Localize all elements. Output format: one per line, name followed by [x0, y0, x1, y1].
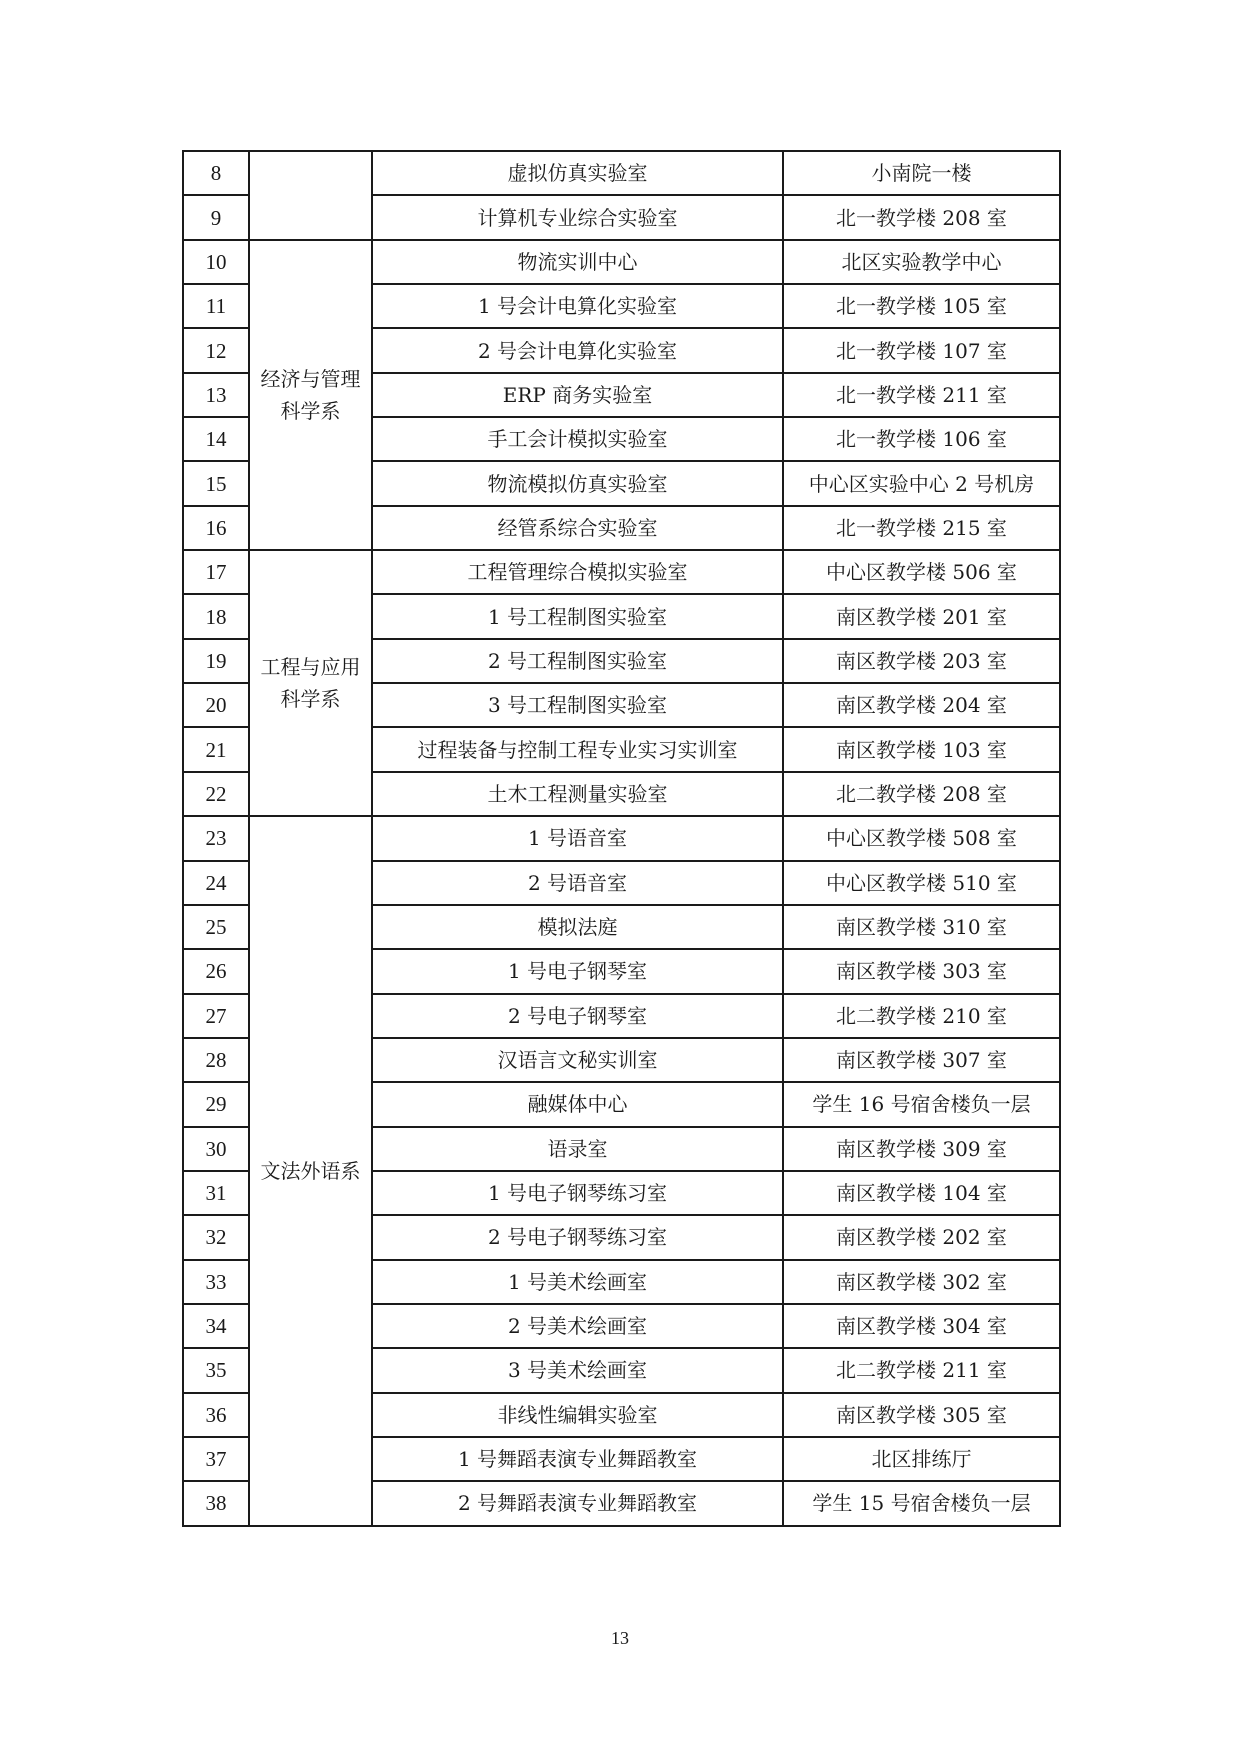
lab-name-cell: 模拟法庭: [372, 905, 783, 949]
location-cell: 南区教学楼 204 室: [783, 683, 1060, 727]
lab-name-cell: 2 号语音室: [372, 861, 783, 905]
row-number-cell: 31: [183, 1171, 249, 1215]
lab-name-cell: 2 号舞蹈表演专业舞蹈教室: [372, 1481, 783, 1525]
table-row: [183, 816, 1060, 860]
row-number-cell: 26: [183, 949, 249, 993]
table-body: [183, 151, 1060, 1526]
row-number-cell: 30: [183, 1127, 249, 1171]
lab-name-cell: 1 号语音室: [372, 816, 783, 860]
location-cell: 北二教学楼 208 室: [783, 772, 1060, 816]
lab-name-cell: 2 号电子钢琴室: [372, 994, 783, 1038]
page-number: 13: [611, 1628, 629, 1648]
row-number-cell: 38: [183, 1481, 249, 1525]
lab-name-cell: 1 号电子钢琴室: [372, 949, 783, 993]
location-cell: 南区教学楼 201 室: [783, 594, 1060, 638]
row-number-cell: 35: [183, 1348, 249, 1392]
location-cell: 北区实验教学中心: [783, 240, 1060, 284]
row-number-cell: 8: [183, 151, 249, 195]
row-number-cell: 28: [183, 1038, 249, 1082]
row-number-cell: 29: [183, 1082, 249, 1126]
lab-name-cell: 1 号工程制图实验室: [372, 594, 783, 638]
lab-name-cell: 计算机专业综合实验室: [372, 195, 783, 239]
row-number-cell: 16: [183, 506, 249, 550]
department-cell: [249, 151, 372, 240]
location-cell: 学生 15 号宿舍楼负一层: [783, 1481, 1060, 1525]
location-cell: 南区教学楼 302 室: [783, 1260, 1060, 1304]
department-cell: 文法外语系: [249, 816, 372, 1526]
location-cell: 北二教学楼 211 室: [783, 1348, 1060, 1392]
row-number-cell: 10: [183, 240, 249, 284]
row-number-cell: 34: [183, 1304, 249, 1348]
location-cell: 南区教学楼 304 室: [783, 1304, 1060, 1348]
lab-name-cell: 2 号电子钢琴练习室: [372, 1215, 783, 1259]
lab-name-cell: 过程装备与控制工程专业实习实训室: [372, 727, 783, 771]
row-number-cell: 12: [183, 328, 249, 372]
location-cell: 中心区教学楼 508 室: [783, 816, 1060, 860]
row-number-cell: 21: [183, 727, 249, 771]
location-cell: 北一教学楼 211 室: [783, 373, 1060, 417]
location-cell: 南区教学楼 104 室: [783, 1171, 1060, 1215]
lab-name-cell: 语录室: [372, 1127, 783, 1171]
row-number-cell: 15: [183, 461, 249, 505]
location-cell: 中心区教学楼 506 室: [783, 550, 1060, 594]
location-cell: 南区教学楼 307 室: [783, 1038, 1060, 1082]
row-number-cell: 19: [183, 639, 249, 683]
location-cell: 小南院一楼: [783, 151, 1060, 195]
row-number-cell: 37: [183, 1437, 249, 1481]
row-number-cell: 33: [183, 1260, 249, 1304]
location-cell: 南区教学楼 202 室: [783, 1215, 1060, 1259]
lab-name-cell: 1 号舞蹈表演专业舞蹈教室: [372, 1437, 783, 1481]
lab-name-cell: 3 号美术绘画室: [372, 1348, 783, 1392]
row-number-cell: 18: [183, 594, 249, 638]
lab-name-cell: 2 号会计电算化实验室: [372, 328, 783, 372]
table-row: [183, 151, 1060, 195]
lab-name-cell: 虚拟仿真实验室: [372, 151, 783, 195]
row-number-cell: 36: [183, 1393, 249, 1437]
lab-name-cell: 1 号美术绘画室: [372, 1260, 783, 1304]
lab-location-table: [182, 150, 1061, 1527]
location-cell: 学生 16 号宿舍楼负一层: [783, 1082, 1060, 1126]
row-number-cell: 32: [183, 1215, 249, 1259]
lab-name-cell: 汉语言文秘实训室: [372, 1038, 783, 1082]
location-cell: 南区教学楼 305 室: [783, 1393, 1060, 1437]
location-cell: 北区排练厅: [783, 1437, 1060, 1481]
row-number-cell: 25: [183, 905, 249, 949]
lab-name-cell: 3 号工程制图实验室: [372, 683, 783, 727]
row-number-cell: 17: [183, 550, 249, 594]
lab-name-cell: 物流模拟仿真实验室: [372, 461, 783, 505]
lab-name-cell: 经管系综合实验室: [372, 506, 783, 550]
location-cell: 北一教学楼 107 室: [783, 328, 1060, 372]
lab-name-cell: 手工会计模拟实验室: [372, 417, 783, 461]
location-cell: 北一教学楼 105 室: [783, 284, 1060, 328]
location-cell: 北二教学楼 210 室: [783, 994, 1060, 1038]
row-number-cell: 13: [183, 373, 249, 417]
department-cell: 经济与管理科学系: [249, 240, 372, 550]
table-row: [183, 550, 1060, 594]
department-cell: 工程与应用科学系: [249, 550, 372, 816]
lab-name-cell: 2 号美术绘画室: [372, 1304, 783, 1348]
lab-table-container: [182, 150, 1059, 1527]
row-number-cell: 20: [183, 683, 249, 727]
lab-name-cell: 非线性编辑实验室: [372, 1393, 783, 1437]
row-number-cell: 24: [183, 861, 249, 905]
location-cell: 北一教学楼 106 室: [783, 417, 1060, 461]
row-number-cell: 27: [183, 994, 249, 1038]
lab-name-cell: 融媒体中心: [372, 1082, 783, 1126]
row-number-cell: 22: [183, 772, 249, 816]
location-cell: 南区教学楼 303 室: [783, 949, 1060, 993]
row-number-cell: 14: [183, 417, 249, 461]
location-cell: 南区教学楼 310 室: [783, 905, 1060, 949]
row-number-cell: 9: [183, 195, 249, 239]
table-row: [183, 240, 1060, 284]
row-number-cell: 23: [183, 816, 249, 860]
location-cell: 南区教学楼 203 室: [783, 639, 1060, 683]
location-cell: 中心区实验中心 2 号机房: [783, 461, 1060, 505]
lab-name-cell: 工程管理综合模拟实验室: [372, 550, 783, 594]
location-cell: 北一教学楼 215 室: [783, 506, 1060, 550]
row-number-cell: 11: [183, 284, 249, 328]
lab-name-cell: 物流实训中心: [372, 240, 783, 284]
lab-name-cell: 1 号会计电算化实验室: [372, 284, 783, 328]
lab-name-cell: 1 号电子钢琴练习室: [372, 1171, 783, 1215]
location-cell: 中心区教学楼 510 室: [783, 861, 1060, 905]
location-cell: 南区教学楼 309 室: [783, 1127, 1060, 1171]
location-cell: 南区教学楼 103 室: [783, 727, 1060, 771]
lab-name-cell: 土木工程测量实验室: [372, 772, 783, 816]
lab-name-cell: 2 号工程制图实验室: [372, 639, 783, 683]
lab-name-cell: ERP 商务实验室: [372, 373, 783, 417]
location-cell: 北一教学楼 208 室: [783, 195, 1060, 239]
